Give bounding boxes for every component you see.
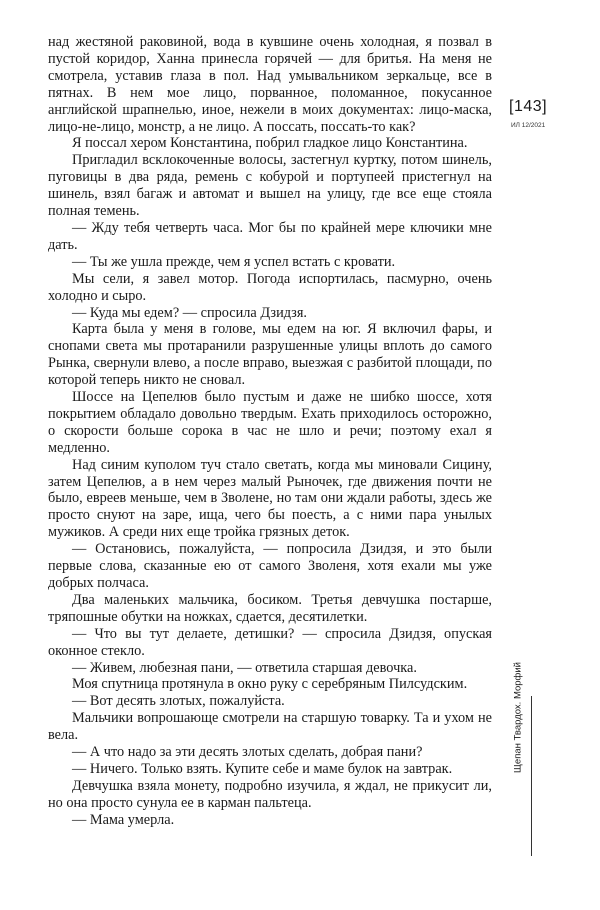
paragraph: — Мама умерла. <box>72 811 175 828</box>
paragraph: — Живем, любезная пани, — ответила старшая девочка. <box>72 659 417 676</box>
paragraph: над жестяной раковиной, вода в кувшине очень холодная, я позвал в пустой коридор, Ханна принесла горячей — для бритья. На меня не смотрела, уставив глаза в пол. Над умывальником зеркальце, все в пятнах. В нем мое лицо, порванное, поломанное, покусанное английской шрапнелью, иное, нежели в моих документах: лицо-маска, лицо-не-лицо, монстр, а не лицо. А поссать, поссать-то как? <box>48 34 492 135</box>
paragraph: Мы сели, я завел мотор. Погода испортилась, пасмурно, очень холодно и сыро. <box>48 270 492 304</box>
paragraph: Шоссе на Цепелюв было пустым и даже не шибко шоссе, хотя покрытием обладало довольно твердым. Ехать приходилось осторожно, о скорости больше сорока в час не шло и речи; поэтому ехал я медленно. <box>48 389 492 456</box>
paragraph: Пригладил всклокоченные волосы, застегнул куртку, потом шинель, пуговицы в два ряда, ремень с кобурой и портупеей пристегнул на шинель, взял багаж и автомат и вышел на улицу, где все еще стояла полная темень. <box>48 152 492 220</box>
paragraph: Моя спутница протянула в окно руку с серебряным Пилсудским. <box>72 676 468 693</box>
paragraph: — А что надо за эти десять злотых сделать, добрая пани? <box>72 744 423 761</box>
page-number: [143] <box>509 98 548 115</box>
paragraph: Я поссал хером Константина, побрил гладкое лицо Константина. <box>72 135 468 152</box>
paragraph: Мальчики вопрошающе смотрели на старшую товарку. Та и ухом не вела. <box>48 710 492 744</box>
running-title: Щепан Твардох. Морфий <box>512 662 524 773</box>
paragraph: Два маленьких мальчика, босиком. Третья девчушка постарше, тряпошные обутки на ножках, сдается, десятилетки. <box>48 591 492 625</box>
paragraph: — Куда мы едем? — спросила Дзидзя. <box>72 304 307 321</box>
paragraph: — Жду тебя четверть часа. Мог бы по крайней мере ключики мне дать. <box>48 219 492 253</box>
paragraph: Девчушка взяла монету, подробно изучила, я ждал, не прикусит ли, но она просто сунула ее в карман пальтеца. <box>48 777 492 811</box>
issue-label: ИЛ 12/2021 <box>511 122 546 129</box>
paragraph: — Что вы тут делаете, детишки? — спросила Дзидзя, опуская оконное стекло. <box>48 625 492 659</box>
paragraph: — Остановись, пожалуйста, — попросила Дзидзя, и это были первые слова, сказанные ею от самого Зволеня, хотя ехали мы уже добрых полчаса. <box>48 541 492 591</box>
paragraph: — Ничего. Только взять. Купите себе и маме булок на завтрак. <box>72 760 453 777</box>
margin-divider <box>531 696 532 856</box>
paragraph: Карта была у меня в голове, мы едем на юг. Я включил фары, и снопами света мы протаранили разрушенные улицы вплоть до самого Рынка, свернули влево, а после вправо, выезжая с разбитой площади, по которой теперь никто не сновал. <box>48 321 492 389</box>
body-text <box>48 34 492 829</box>
paragraph: Над синим куполом туч стало светать, когда мы миновали Сицину, затем Цепелюв, а в нем через малый Рыночек, где движения почти не было, евреев меньше, чем в Зволене, но там они ждали работы, здесь же просто снуют на заре, ища, чего бы поесть, а с ними пара унылых мужиков. А среди них еще тройка грязных деток. <box>48 456 492 541</box>
paragraph: — Ты же ушла прежде, чем я успел встать с кровати. <box>72 253 396 270</box>
paragraph: — Вот десять злотых, пожалуйста. <box>72 693 285 710</box>
